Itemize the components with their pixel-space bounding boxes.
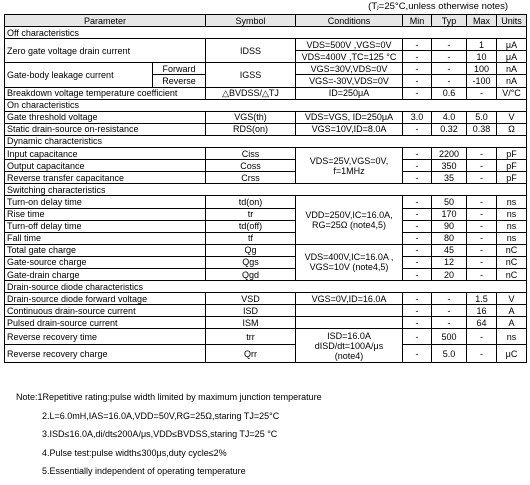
typ-cell: 80 <box>432 232 467 244</box>
typ-cell: 350 <box>432 160 467 172</box>
min-cell: - <box>403 329 432 345</box>
table-row <box>5 244 527 256</box>
typ-cell: 20 <box>432 268 467 280</box>
max-cell: - <box>467 345 497 363</box>
cond-line: dISD/dt=100A/μs <box>314 340 384 351</box>
header-conditions: Conditions <box>296 15 403 27</box>
unit-cell: pF <box>497 172 527 184</box>
table-row <box>5 268 527 280</box>
note-4: 4.Pulse test:pulse width≤300μs,duty cycle≤2% <box>42 447 227 458</box>
sym-igss: IGSS <box>206 63 296 87</box>
table-row <box>5 148 527 160</box>
unit-cell: pF <box>497 148 527 160</box>
table-row <box>5 293 527 305</box>
cond-line: VDS=400V,IC=16.0A , <box>304 252 394 263</box>
max-cell: 64 <box>467 317 497 329</box>
unit-cell: nC <box>497 268 527 280</box>
unit-cell: ns <box>497 329 527 345</box>
note-3: 3.ISD≤16.0A,di/dt≤200A/μs,VDD≤BVDSS,staring TJ=25 °C <box>42 429 278 440</box>
min-cell: - <box>403 63 432 75</box>
max-cell: - <box>467 232 497 244</box>
typ-cell: - <box>432 63 467 75</box>
param-cell: Reverse recovery time <box>5 329 206 345</box>
sym-cell: trr <box>206 329 296 345</box>
min-cell: - <box>403 317 432 329</box>
typ-cell: - <box>432 39 467 51</box>
unit-cell: μA <box>497 51 527 63</box>
cond-cell: VDS=500V ,VGS=0V <box>296 39 403 51</box>
note-5: 5.Essentially independent of operating temperature <box>42 466 246 477</box>
cond-cell: ID=250μA <box>296 87 403 99</box>
typ-cell: 4.0 <box>432 111 467 123</box>
cond-line: RG=25Ω (note4,5) <box>311 220 387 231</box>
header-units: Units <box>497 15 527 27</box>
table-row <box>5 196 527 208</box>
unit-cell: A <box>497 317 527 329</box>
min-cell: - <box>403 75 432 87</box>
min-cell: - <box>403 208 432 220</box>
param-cell: Gate-source charge <box>5 256 206 268</box>
cond-cell: VDS=400V ,TC=125 °C <box>296 51 403 63</box>
cond-cell: VGS=-30V,VDS=0V <box>296 75 403 87</box>
table-row <box>5 172 527 184</box>
typ-cell: 170 <box>432 208 467 220</box>
sym-cell: VGS(th) <box>206 111 296 123</box>
unit-cell: nA <box>497 63 527 75</box>
min-cell: - <box>403 256 432 268</box>
max-cell: 1.5 <box>467 293 497 305</box>
section-on: On characteristics <box>5 99 527 111</box>
typ-cell: - <box>432 305 467 317</box>
min-cell: - <box>403 244 432 256</box>
cond-line: f=1MHz <box>333 165 365 176</box>
unit-cell: pF <box>497 160 527 172</box>
param-igss-forward: Forward <box>153 63 206 75</box>
max-cell: - <box>467 87 497 99</box>
max-cell: - <box>467 329 497 345</box>
header-max: Max <box>467 15 497 27</box>
note-2: 2.L=6.0mH,IAS=16.0A,VDD=50V,RG=25Ω,staring TJ=25°C <box>42 410 280 421</box>
min-cell: - <box>403 123 432 135</box>
max-cell: - <box>467 160 497 172</box>
cond-cell: VDS=VGS, ID=250μA <box>296 111 403 123</box>
sym-cell: Crss <box>206 172 296 184</box>
max-cell: - <box>467 268 497 280</box>
cond-reverse-recovery <box>296 329 403 363</box>
max-cell: - <box>467 220 497 232</box>
unit-cell: V/°C <box>497 87 527 99</box>
typ-cell: - <box>432 75 467 87</box>
table-row <box>5 256 527 268</box>
max-cell: - <box>467 148 497 160</box>
min-cell: - <box>403 232 432 244</box>
table-row <box>5 123 527 135</box>
header-typ: Typ <box>432 15 467 27</box>
unit-cell: ns <box>497 220 527 232</box>
table-row <box>5 220 527 232</box>
cond-cell: VGS=0V,ID=16.0A <box>296 293 403 305</box>
min-cell: - <box>403 268 432 280</box>
max-cell: 5.0 <box>467 111 497 123</box>
min-cell: - <box>403 172 432 184</box>
note-1: Note:1Repetitive rating:pulse width limited by maximum junction temperature <box>16 392 322 402</box>
min-cell: - <box>403 305 432 317</box>
table-row <box>5 63 527 75</box>
notes <box>16 392 322 485</box>
table-row <box>5 87 527 99</box>
sym-cell: td(on) <box>206 196 296 208</box>
param-igss-reverse: Reverse <box>153 75 206 87</box>
param-cell: Fall time <box>5 232 206 244</box>
typ-cell: 45 <box>432 244 467 256</box>
typ-cell: 2200 <box>432 148 467 160</box>
sym-cell: Qgd <box>206 268 296 280</box>
cond-cell: VGS=30V,VDS=0V <box>296 63 403 75</box>
max-cell: - <box>467 244 497 256</box>
table-row <box>5 160 527 172</box>
param-igss: Gate-body leakage current <box>5 63 153 87</box>
cond-empty <box>296 317 403 329</box>
table-row <box>5 345 527 363</box>
cond-line: (note4) <box>334 350 364 361</box>
sym-idss: IDSS <box>206 39 296 63</box>
param-cell: Gate threshold voltage <box>5 111 206 123</box>
section-off: Off characteristics <box>5 27 527 39</box>
param-cell: Static drain-source on-resistance <box>5 123 206 135</box>
min-cell: - <box>403 160 432 172</box>
typ-cell: 500 <box>432 329 467 345</box>
header-row <box>5 15 527 27</box>
max-cell: 16 <box>467 305 497 317</box>
test-conditions-note: (Tⱼ=25°C,unless otherwise notes) <box>368 1 508 12</box>
max-cell: 1 <box>467 39 497 51</box>
param-cell: Reverse recovery charge <box>5 345 206 363</box>
sym-cell: tr <box>206 208 296 220</box>
min-cell: 3.0 <box>403 111 432 123</box>
min-cell: - <box>403 345 432 363</box>
min-cell: - <box>403 39 432 51</box>
table-row <box>5 305 527 317</box>
table-row <box>5 232 527 244</box>
typ-cell: 0.32 <box>432 123 467 135</box>
sym-cell: Qgs <box>206 256 296 268</box>
typ-cell: 35 <box>432 172 467 184</box>
max-cell: - <box>467 172 497 184</box>
table-row <box>5 39 527 51</box>
cond-line: VDS=25V,VGS=0V, <box>309 155 389 166</box>
sym-cell: ISD <box>206 305 296 317</box>
min-cell: - <box>403 196 432 208</box>
sym-cell: RDS(on) <box>206 123 296 135</box>
unit-cell: μA <box>497 39 527 51</box>
param-idss: Zero gate voltage drain current <box>5 39 206 63</box>
table-row <box>5 111 527 123</box>
cond-dynamic <box>296 148 403 184</box>
max-cell: 100 <box>467 63 497 75</box>
sym-cell: tf <box>206 232 296 244</box>
typ-cell: - <box>432 317 467 329</box>
min-cell: - <box>403 51 432 63</box>
param-cell: Continuous drain-source current <box>5 305 206 317</box>
table-row <box>5 329 527 345</box>
max-cell: 10 <box>467 51 497 63</box>
typ-cell: 50 <box>432 196 467 208</box>
max-cell: -100 <box>467 75 497 87</box>
unit-cell: nC <box>497 256 527 268</box>
param-cell: Gate-drain charge <box>5 268 206 280</box>
unit-cell: V <box>497 293 527 305</box>
param-cell: Turn-off delay time <box>5 220 206 232</box>
header-symbol: Symbol <box>206 15 296 27</box>
param-cell: Output capacitance <box>5 160 206 172</box>
typ-cell: - <box>432 293 467 305</box>
min-cell: - <box>403 293 432 305</box>
sym-cell: Ciss <box>206 148 296 160</box>
unit-cell: μC <box>497 345 527 363</box>
max-cell: - <box>467 208 497 220</box>
sym-cell: Qg <box>206 244 296 256</box>
param-cell: Reverse transfer capacitance <box>5 172 206 184</box>
header-parameter: Parameter <box>5 15 206 27</box>
unit-cell: ns <box>497 232 527 244</box>
section-switching: Switching characteristics <box>5 184 527 196</box>
param-cell: Turn-on delay time <box>5 196 206 208</box>
typ-cell: - <box>432 51 467 63</box>
sym-cell: td(off) <box>206 220 296 232</box>
unit-cell: V <box>497 111 527 123</box>
sym-cell: ISM <box>206 317 296 329</box>
cond-switching <box>296 196 403 244</box>
section-dynamic: Dynamic characteristics <box>5 135 527 147</box>
unit-cell: ns <box>497 208 527 220</box>
unit-cell: ns <box>497 196 527 208</box>
min-cell: - <box>403 148 432 160</box>
section-diode: Drain-source diode characteristics <box>5 281 527 293</box>
min-cell: - <box>403 87 432 99</box>
table-row <box>5 208 527 220</box>
unit-cell: nA <box>497 75 527 87</box>
cond-line: VDD=250V,IC=16.0A, <box>305 210 393 221</box>
typ-cell: 90 <box>432 220 467 232</box>
unit-cell: Ω <box>497 123 527 135</box>
param-cell: Input capacitance <box>5 148 206 160</box>
param-cell: Total gate charge <box>5 244 206 256</box>
sym-cell: Qrr <box>206 345 296 363</box>
max-cell: - <box>467 256 497 268</box>
unit-cell: nC <box>497 244 527 256</box>
cond-line: VGS=10V (note4,5) <box>309 262 389 273</box>
max-cell: - <box>467 196 497 208</box>
sym-cell: VSD <box>206 293 296 305</box>
min-cell: - <box>403 220 432 232</box>
sym-cell: Coss <box>206 160 296 172</box>
table-row <box>5 317 527 329</box>
typ-cell: 0.6 <box>432 87 467 99</box>
electrical-characteristics-table <box>4 14 527 363</box>
header-min: Min <box>403 15 432 27</box>
typ-cell: 12 <box>432 256 467 268</box>
unit-cell: A <box>497 305 527 317</box>
cond-empty <box>296 305 403 317</box>
cond-line: ISD=16.0A <box>327 330 371 341</box>
typ-cell: 5.0 <box>432 345 467 363</box>
param-cell: Breakdown voltage temperature coefficient <box>5 87 206 99</box>
param-cell: Pulsed drain-source current <box>5 317 206 329</box>
cond-charge <box>296 244 403 280</box>
param-cell: Drain-source diode forward voltage <box>5 293 206 305</box>
sym-cell: △BVDSS/△TJ <box>206 87 296 99</box>
max-cell: 0.38 <box>467 123 497 135</box>
cond-cell: VGS=10V,ID=8.0A <box>296 123 403 135</box>
param-cell: Rise time <box>5 208 206 220</box>
